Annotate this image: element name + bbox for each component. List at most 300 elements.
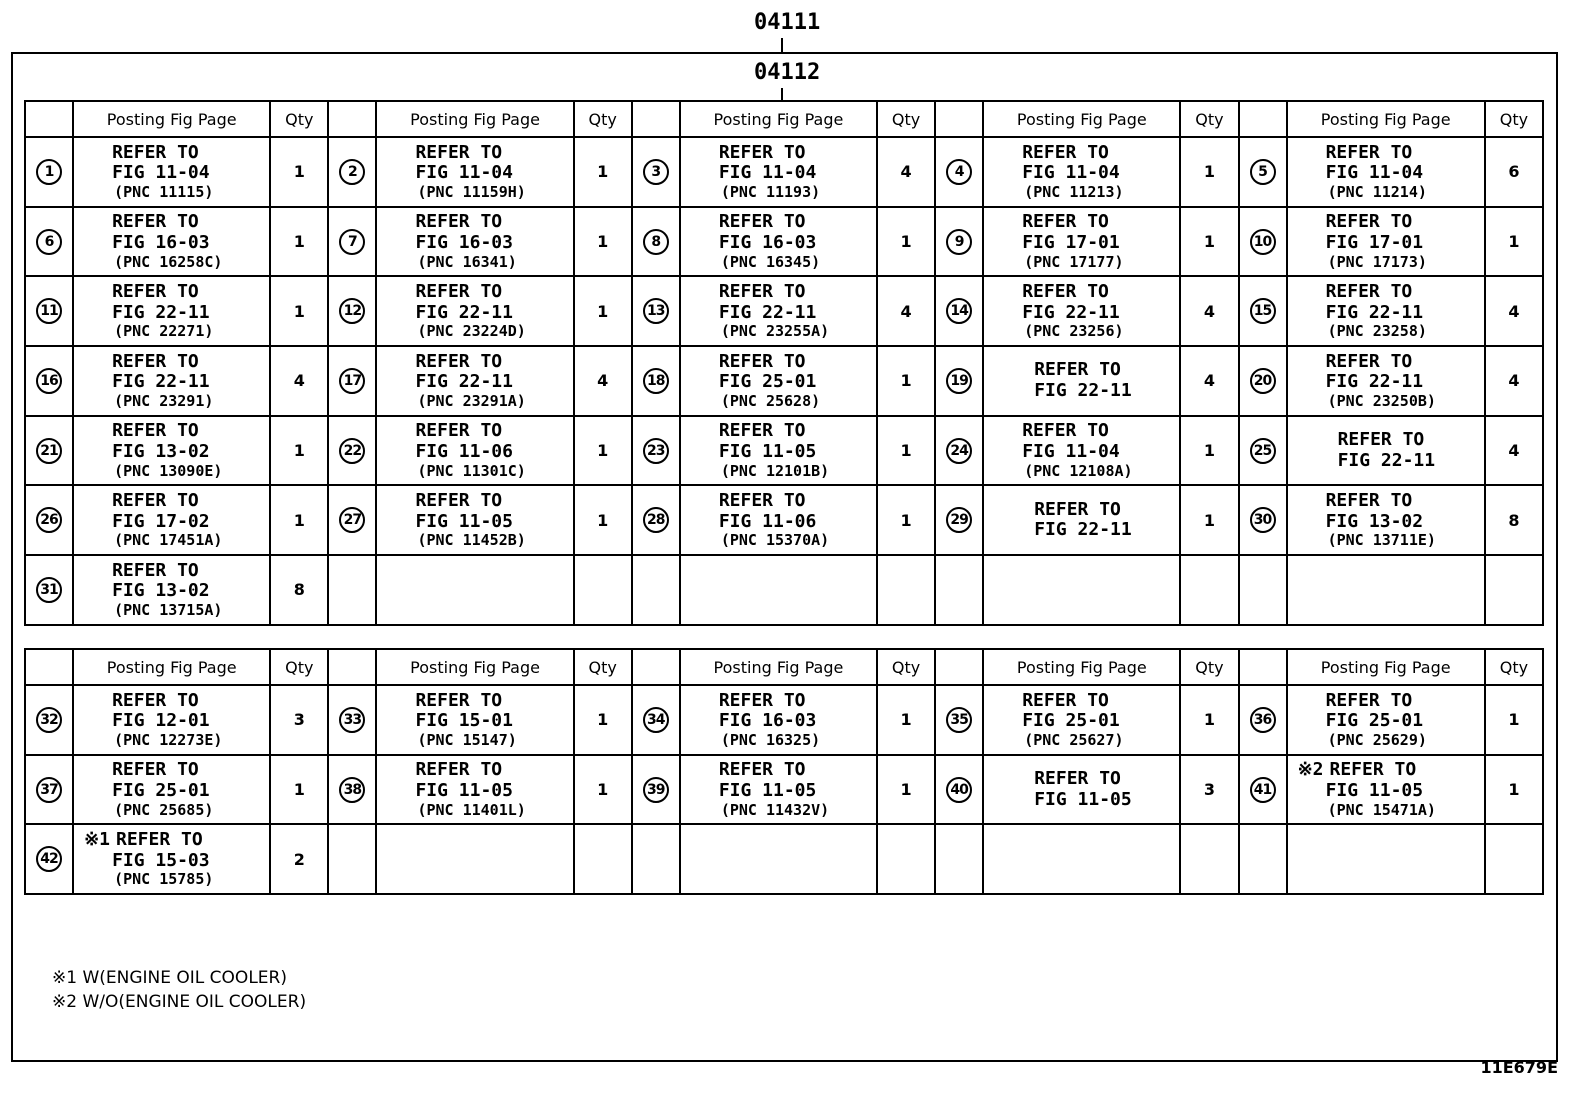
quantity-cell: 4 (270, 346, 328, 416)
refer-to-text: REFER TO (718, 141, 806, 163)
item-number-cell (25, 416, 73, 486)
figure-reference: FIG 22-11 (1034, 519, 1132, 541)
item-number-cell (25, 555, 73, 625)
refer-to-text: REFER TO (1034, 359, 1121, 381)
item-number-cell (25, 346, 73, 416)
item-number-badge: 14 (946, 298, 972, 324)
reference-cell (680, 824, 877, 894)
header-blank-cell (1239, 649, 1287, 685)
reference-text (74, 561, 269, 620)
quantity-cell: 1 (574, 276, 632, 346)
reference-text (74, 491, 269, 550)
refer-to-text: REFER TO (112, 420, 199, 442)
item-number-badge: 21 (36, 438, 62, 464)
header-posting-fig-page: Posting Fig Page (983, 101, 1180, 137)
reference-text (984, 143, 1179, 202)
reference-cell (680, 555, 877, 625)
header-qty: Qty (1485, 649, 1543, 685)
pnc-code: (PNC 25629) (1327, 730, 1427, 749)
refer-to-text: REFER TO (415, 689, 503, 711)
quantity-cell: 4 (1485, 346, 1543, 416)
figure-reference: FIG 13-02 (1325, 510, 1424, 532)
figure-reference: FIG 16-03 (415, 231, 513, 253)
reference-cell (73, 137, 270, 207)
reference-cell (376, 555, 573, 625)
item-number-cell (328, 346, 376, 416)
refer-to-text: REFER TO (1022, 689, 1109, 711)
item-number-cell (935, 346, 983, 416)
reference-cell (983, 755, 1180, 825)
item-number-badge: 8 (643, 229, 669, 255)
quantity-cell (574, 555, 632, 625)
reference-cell (983, 137, 1180, 207)
reference-cell (680, 346, 877, 416)
item-number-cell (25, 824, 73, 894)
quantity-cell: 1 (1180, 485, 1238, 555)
figure-reference: FIG 15-03 (112, 849, 210, 871)
reference-cell (73, 346, 270, 416)
pnc-code: (PNC 13715A) (114, 601, 223, 620)
pnc-code: (PNC 15471A) (1327, 800, 1436, 819)
figure-reference: FIG 17-02 (112, 510, 210, 532)
refer-to-text: REFER TO (718, 489, 806, 511)
figure-reference: FIG 22-11 (1325, 371, 1424, 393)
header-blank-cell (1239, 101, 1287, 137)
item-number-badge: 20 (1250, 368, 1276, 394)
item-number-cell (1239, 207, 1287, 277)
quantity-cell: 1 (270, 207, 328, 277)
item-number-badge: 9 (946, 229, 972, 255)
refer-to-label: REFER TO (1329, 759, 1417, 781)
pnc-code: (PNC 13711E) (1327, 531, 1436, 550)
quantity-cell (1180, 824, 1238, 894)
header-qty: Qty (1180, 101, 1238, 137)
item-number-badge: 18 (643, 368, 669, 394)
header-blank-cell (25, 101, 73, 137)
table-row (25, 276, 1543, 346)
quantity-cell: 1 (270, 137, 328, 207)
quantity-cell: 1 (270, 276, 328, 346)
reference-text (74, 830, 269, 889)
reference-text (681, 212, 876, 271)
pnc-code: (PNC 25627) (1024, 730, 1124, 749)
reference-cell (1287, 416, 1485, 486)
item-number-badge: 27 (339, 507, 365, 533)
figure-reference: FIG 11-06 (415, 440, 513, 462)
item-number-cell (1239, 685, 1287, 755)
reference-cell (376, 207, 573, 277)
item-number-badge: 30 (1250, 507, 1276, 533)
header-blank-cell (935, 101, 983, 137)
item-number-cell (328, 276, 376, 346)
refer-to-text: REFER TO (415, 211, 503, 233)
refer-to-label: REFER TO (115, 828, 203, 850)
reference-cell (376, 685, 573, 755)
quantity-cell: 3 (1180, 755, 1238, 825)
item-number-badge: 5 (1250, 159, 1276, 185)
reference-cell (1287, 346, 1485, 416)
quantity-cell (574, 824, 632, 894)
quantity-cell: 1 (574, 755, 632, 825)
reference-cell (73, 755, 270, 825)
figure-reference: FIG 22-11 (1325, 301, 1424, 323)
header-qty: Qty (270, 649, 328, 685)
item-number-badge: 15 (1250, 298, 1276, 324)
item-number-cell (328, 555, 376, 625)
drawing-code: 11E679E (1480, 1058, 1558, 1077)
refer-to-text: REFER TO (415, 489, 503, 511)
item-number-cell (25, 485, 73, 555)
refer-to-text: REFER TO (112, 141, 199, 163)
refer-to-text: REFER TO (1022, 280, 1109, 302)
reference-cell (1287, 555, 1485, 625)
table-row (25, 755, 1543, 825)
refer-to-text: REFER TO (415, 280, 503, 302)
figure-reference: FIG 11-05 (1034, 788, 1132, 810)
item-number-cell (935, 685, 983, 755)
figure-reference: FIG 11-05 (415, 510, 513, 532)
reference-cell (680, 207, 877, 277)
reference-text (1288, 212, 1484, 271)
item-number-badge: 34 (643, 707, 669, 733)
item-number-cell (25, 755, 73, 825)
refer-to-text: REFER TO (1325, 141, 1413, 163)
reference-text (377, 491, 572, 550)
refer-to-text: REFER TO (718, 420, 806, 442)
pnc-code: (PNC 17451A) (114, 531, 223, 550)
figure-reference: FIG 11-04 (1022, 162, 1120, 184)
item-number-cell (935, 137, 983, 207)
pnc-code: (PNC 25628) (720, 391, 821, 410)
reference-text (984, 769, 1179, 810)
quantity-cell: 1 (574, 485, 632, 555)
pnc-code: (PNC 16345) (720, 252, 821, 271)
figure-reference: FIG 25-01 (1022, 710, 1120, 732)
table-row (25, 555, 1543, 625)
reference-table-1 (24, 100, 1544, 626)
quantity-cell: 4 (574, 346, 632, 416)
reference-text (377, 760, 572, 819)
figure-reference: FIG 17-01 (1325, 231, 1424, 253)
item-number-cell (632, 485, 680, 555)
reference-text (681, 352, 876, 411)
reference-text (377, 212, 572, 271)
figure-reference: FIG 11-04 (112, 162, 210, 184)
refer-to-text: REFER TO (415, 759, 503, 781)
reference-text (377, 282, 572, 341)
header-posting-fig-page: Posting Fig Page (376, 649, 573, 685)
item-number-badge: 36 (1250, 707, 1276, 733)
table-row (25, 207, 1543, 277)
quantity-cell: 1 (270, 755, 328, 825)
reference-text (74, 352, 269, 411)
item-number-cell (25, 207, 73, 277)
refer-to-text: REFER TO (415, 141, 503, 163)
item-number-badge: 23 (643, 438, 669, 464)
refer-to-text: REFER TO (718, 211, 806, 233)
reference-text (681, 491, 876, 550)
note-mark: ※1 (84, 828, 110, 850)
refer-to-text: REFER TO (718, 280, 806, 302)
item-number-cell (25, 137, 73, 207)
item-number-badge: 10 (1250, 229, 1276, 255)
refer-to-text: REFER TO (112, 689, 199, 711)
quantity-cell (1180, 555, 1238, 625)
quantity-cell: 1 (574, 137, 632, 207)
header-qty: Qty (877, 101, 935, 137)
item-number-cell (328, 685, 376, 755)
item-number-cell (1239, 555, 1287, 625)
quantity-cell: 6 (1485, 137, 1543, 207)
refer-to-text: REFER TO (112, 350, 199, 372)
item-number-badge: 37 (36, 777, 62, 803)
quantity-cell: 1 (877, 755, 935, 825)
figure-reference: FIG 13-02 (112, 440, 210, 462)
item-number-cell (632, 207, 680, 277)
refer-to-text: REFER TO (112, 280, 199, 302)
refer-to-text: REFER TO (415, 420, 503, 442)
reference-cell (73, 416, 270, 486)
refer-to-text: REFER TO (1034, 498, 1121, 520)
refer-to-text: REFER TO (415, 350, 503, 372)
item-number-cell (632, 685, 680, 755)
quantity-cell: 1 (1485, 207, 1543, 277)
reference-cell (983, 346, 1180, 416)
reference-cell (680, 685, 877, 755)
header-qty: Qty (1180, 649, 1238, 685)
reference-text (984, 212, 1179, 271)
reference-text (984, 360, 1179, 401)
table-row (25, 346, 1543, 416)
header-posting-fig-page: Posting Fig Page (680, 649, 877, 685)
reference-text (984, 500, 1179, 541)
pnc-code: (PNC 25685) (114, 800, 214, 819)
refer-to-text: REFER TO (718, 350, 806, 372)
figure-reference: FIG 13-02 (112, 580, 210, 602)
refer-to-text: REFER TO (718, 689, 806, 711)
inner-part-label: 04112 (754, 60, 821, 85)
footnotes (52, 968, 306, 1012)
refer-to-text: REFER TO (1337, 428, 1425, 450)
note-mark: ※2 (1297, 759, 1324, 781)
reference-cell (983, 276, 1180, 346)
top-label-leader (781, 38, 783, 52)
item-number-cell (632, 555, 680, 625)
quantity-cell: 1 (877, 416, 935, 486)
figure-reference: FIG 11-05 (415, 779, 513, 801)
figure-reference: FIG 15-01 (415, 710, 513, 732)
pnc-code: (PNC 12108A) (1024, 461, 1133, 480)
reference-text (1288, 352, 1484, 411)
figure-reference: FIG 11-06 (718, 510, 817, 532)
reference-cell (376, 346, 573, 416)
item-number-badge: 32 (36, 707, 62, 733)
table-header-row (25, 649, 1543, 685)
figure-reference: FIG 22-11 (1022, 301, 1120, 323)
item-number-cell (328, 824, 376, 894)
figure-reference: FIG 16-03 (112, 231, 210, 253)
reference-text (681, 282, 876, 341)
reference-cell (376, 824, 573, 894)
reference-cell (73, 555, 270, 625)
header-posting-fig-page: Posting Fig Page (73, 649, 270, 685)
reference-text (984, 691, 1179, 750)
reference-text (1288, 282, 1484, 341)
reference-text (74, 143, 269, 202)
reference-text (681, 760, 876, 819)
header-posting-fig-page: Posting Fig Page (1287, 101, 1485, 137)
header-posting-fig-page: Posting Fig Page (983, 649, 1180, 685)
item-number-badge: 16 (36, 368, 62, 394)
item-number-badge: 31 (36, 577, 62, 603)
figure-reference: FIG 11-04 (1022, 440, 1120, 462)
footnote-1: ※1 W(ENGINE OIL COOLER) (52, 968, 287, 988)
figure-reference: FIG 22-11 (415, 371, 513, 393)
quantity-cell: 1 (877, 346, 935, 416)
quantity-cell: 1 (1180, 416, 1238, 486)
quantity-cell: 1 (877, 485, 935, 555)
item-number-badge: 28 (643, 507, 669, 533)
item-number-cell (632, 276, 680, 346)
quantity-cell: 4 (1180, 276, 1238, 346)
pnc-code: (PNC 13090E) (114, 461, 223, 480)
refer-to-text: REFER TO (1022, 211, 1109, 233)
item-number-badge: 38 (339, 777, 365, 803)
refer-to-text: REFER TO (112, 211, 199, 233)
header-qty: Qty (1485, 101, 1543, 137)
quantity-cell: 4 (1485, 416, 1543, 486)
reference-cell (680, 755, 877, 825)
quantity-cell: 1 (877, 207, 935, 277)
pnc-code: (PNC 23250B) (1327, 391, 1436, 410)
pnc-code: (PNC 11432V) (720, 800, 830, 819)
refer-to-text (1297, 759, 1484, 781)
reference-cell (73, 207, 270, 277)
item-number-cell (1239, 276, 1287, 346)
item-number-badge: 22 (339, 438, 365, 464)
figure-reference: FIG 25-01 (112, 779, 210, 801)
pnc-code: (PNC 23256) (1024, 322, 1124, 341)
pnc-code: (PNC 23258) (1327, 322, 1427, 341)
quantity-cell: 1 (270, 485, 328, 555)
item-number-badge: 35 (946, 707, 972, 733)
reference-cell (376, 416, 573, 486)
pnc-code: (PNC 11301C) (417, 461, 526, 480)
figure-reference: FIG 25-01 (718, 371, 817, 393)
pnc-code: (PNC 23255A) (720, 322, 830, 341)
table-row (25, 485, 1543, 555)
table-row (25, 137, 1543, 207)
item-number-cell (935, 485, 983, 555)
reference-cell (1287, 276, 1485, 346)
quantity-cell: 1 (1180, 137, 1238, 207)
reference-cell (1287, 485, 1485, 555)
refer-to-text: REFER TO (112, 489, 199, 511)
refer-to-text: REFER TO (718, 759, 806, 781)
refer-to-text: REFER TO (1325, 689, 1413, 711)
item-number-badge: 29 (946, 507, 972, 533)
item-number-cell (328, 207, 376, 277)
figure-reference: FIG 11-04 (415, 162, 513, 184)
item-number-badge: 3 (643, 159, 669, 185)
reference-cell (680, 416, 877, 486)
quantity-cell: 1 (1180, 207, 1238, 277)
pnc-code: (PNC 11159H) (417, 182, 526, 201)
quantity-cell: 8 (270, 555, 328, 625)
reference-text (984, 421, 1179, 480)
pnc-code: (PNC 15785) (114, 870, 214, 889)
top-part-label: 04111 (754, 10, 821, 35)
item-number-cell (25, 685, 73, 755)
quantity-cell (1485, 824, 1543, 894)
reference-text (377, 691, 572, 750)
reference-cell (73, 276, 270, 346)
quantity-cell: 1 (1485, 685, 1543, 755)
item-number-cell (632, 346, 680, 416)
reference-text (74, 691, 269, 750)
header-posting-fig-page: Posting Fig Page (680, 101, 877, 137)
reference-cell (1287, 207, 1485, 277)
reference-cell (983, 416, 1180, 486)
quantity-cell: 4 (877, 276, 935, 346)
reference-cell (983, 485, 1180, 555)
reference-text (377, 352, 572, 411)
item-number-cell (935, 416, 983, 486)
pnc-code: (PNC 15370A) (720, 531, 830, 550)
item-number-badge: 6 (36, 229, 62, 255)
refer-to-text: REFER TO (1034, 767, 1121, 789)
table-header-row (25, 101, 1543, 137)
reference-text (74, 760, 269, 819)
figure-reference: FIG 22-11 (718, 301, 817, 323)
quantity-cell: 1 (1180, 685, 1238, 755)
refer-to-text: REFER TO (1325, 350, 1413, 372)
item-number-badge: 2 (339, 159, 365, 185)
quantity-cell: 1 (574, 416, 632, 486)
reference-text (74, 212, 269, 271)
reference-cell (983, 685, 1180, 755)
reference-cell (983, 824, 1180, 894)
quantity-cell: 1 (877, 685, 935, 755)
pnc-code: (PNC 17177) (1024, 252, 1124, 271)
reference-cell (1287, 137, 1485, 207)
quantity-cell: 4 (1485, 276, 1543, 346)
quantity-cell (1485, 555, 1543, 625)
refer-to-text: REFER TO (1325, 489, 1413, 511)
pnc-code: (PNC 15147) (417, 730, 517, 749)
header-blank-cell (25, 649, 73, 685)
item-number-cell (1239, 416, 1287, 486)
reference-cell (376, 137, 573, 207)
quantity-cell: 1 (574, 207, 632, 277)
item-number-badge: 1 (36, 159, 62, 185)
figure-reference: FIG 25-01 (1325, 710, 1424, 732)
header-posting-fig-page: Posting Fig Page (376, 101, 573, 137)
header-blank-cell (632, 649, 680, 685)
reference-cell (376, 485, 573, 555)
header-blank-cell (935, 649, 983, 685)
item-number-badge: 4 (946, 159, 972, 185)
figure-reference: FIG 11-05 (718, 779, 817, 801)
item-number-cell (25, 276, 73, 346)
reference-text (74, 421, 269, 480)
header-blank-cell (632, 101, 680, 137)
pnc-code: (PNC 23224D) (417, 322, 526, 341)
pnc-code: (PNC 11193) (720, 182, 821, 201)
pnc-code: (PNC 16258C) (114, 252, 223, 271)
figure-reference: FIG 11-04 (718, 162, 817, 184)
item-number-cell (935, 276, 983, 346)
